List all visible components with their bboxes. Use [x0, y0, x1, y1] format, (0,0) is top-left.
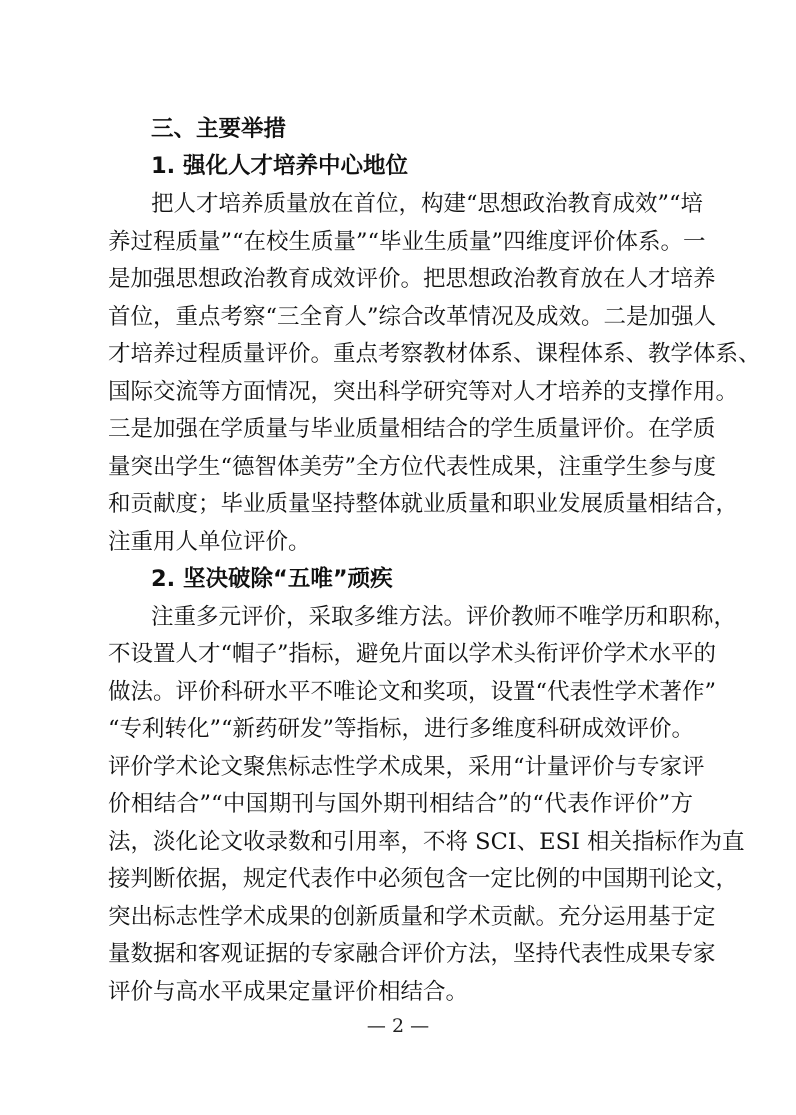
paragraph-2-line: 法，淡化论文收录数和引用率，不将 SCI、ESI 相关指标作为直: [108, 829, 745, 855]
paragraph-2-line: 评价学术论文聚焦标志性学术成果，采用“计量评价与专家评: [108, 754, 705, 780]
paragraph-1-line: 和贡献度；毕业质量坚持整体就业质量和职业发展质量相结合，: [108, 491, 739, 517]
paragraph-1-line: 是加强思想政治教育成效评价。把思想政治教育放在人才培养: [108, 266, 716, 292]
paragraph-1-line: 量突出学生“德智体美劳”全方位代表性成果，注重学生参与度: [108, 454, 717, 480]
paragraph-1-line: 养过程质量”“在校生质量”“毕业生质量”四维度评价体系。一: [108, 229, 706, 255]
paragraph-2-line: 接判断依据，规定代表作中必须包含一定比例的中国期刊论文，: [108, 866, 739, 892]
paragraph-2-line: 做法。评价科研水平不唯论文和奖项，设置“代表性学术著作”: [108, 679, 717, 705]
page-number: — 2 —: [366, 1015, 430, 1037]
paragraph-1-line: 首位，重点考察“三全育人”综合改革情况及成效。二是加强人: [108, 304, 717, 330]
paragraph-1-line: 注重用人单位评价。: [108, 529, 311, 555]
paragraph-2-line: 价相结合”“中国期刊与国外期刊相结合”的“代表作评价”方: [108, 791, 693, 817]
paragraph-2-line: “专利转化”“新药研发”等指标，进行多维度科研成效评价。: [108, 716, 695, 742]
paragraph-2-line: 突出标志性学术成果的创新质量和学术贡献。充分运用基于定: [108, 904, 716, 930]
paragraph-1-line: 才培养过程质量评价。重点考察教材体系、课程体系、教学体系、: [108, 341, 761, 367]
paragraph-2-line: 量数据和客观证据的专家融合评价方法，坚持代表性成果专家: [108, 941, 716, 967]
paragraph-2-line: 不设置人才“帽子”指标，避免片面以学术头衔评价学术水平的: [108, 641, 717, 667]
paragraph-1-line: 国际交流等方面情况，突出科学研究等对人才培养的支撑作用。: [108, 379, 739, 405]
section-heading: 三、主要举措: [151, 116, 287, 142]
subsection-1-heading: 1. 强化人才培养中心地位: [151, 153, 409, 179]
paragraph-1-line: 把人才培养质量放在首位，构建“思想政治教育成效”“培: [151, 191, 704, 217]
paragraph-1-line: 三是加强在学质量与毕业质量相结合的学生质量评价。在学质: [108, 416, 716, 442]
subsection-2-heading: 2. 坚决破除“五唯”顽疾: [151, 566, 393, 592]
paragraph-2-line: 评价与高水平成果定量评价相结合。: [108, 979, 469, 1005]
paragraph-2-line: 注重多元评价，采取多维方法。评价教师不唯学历和职称，: [151, 604, 737, 630]
